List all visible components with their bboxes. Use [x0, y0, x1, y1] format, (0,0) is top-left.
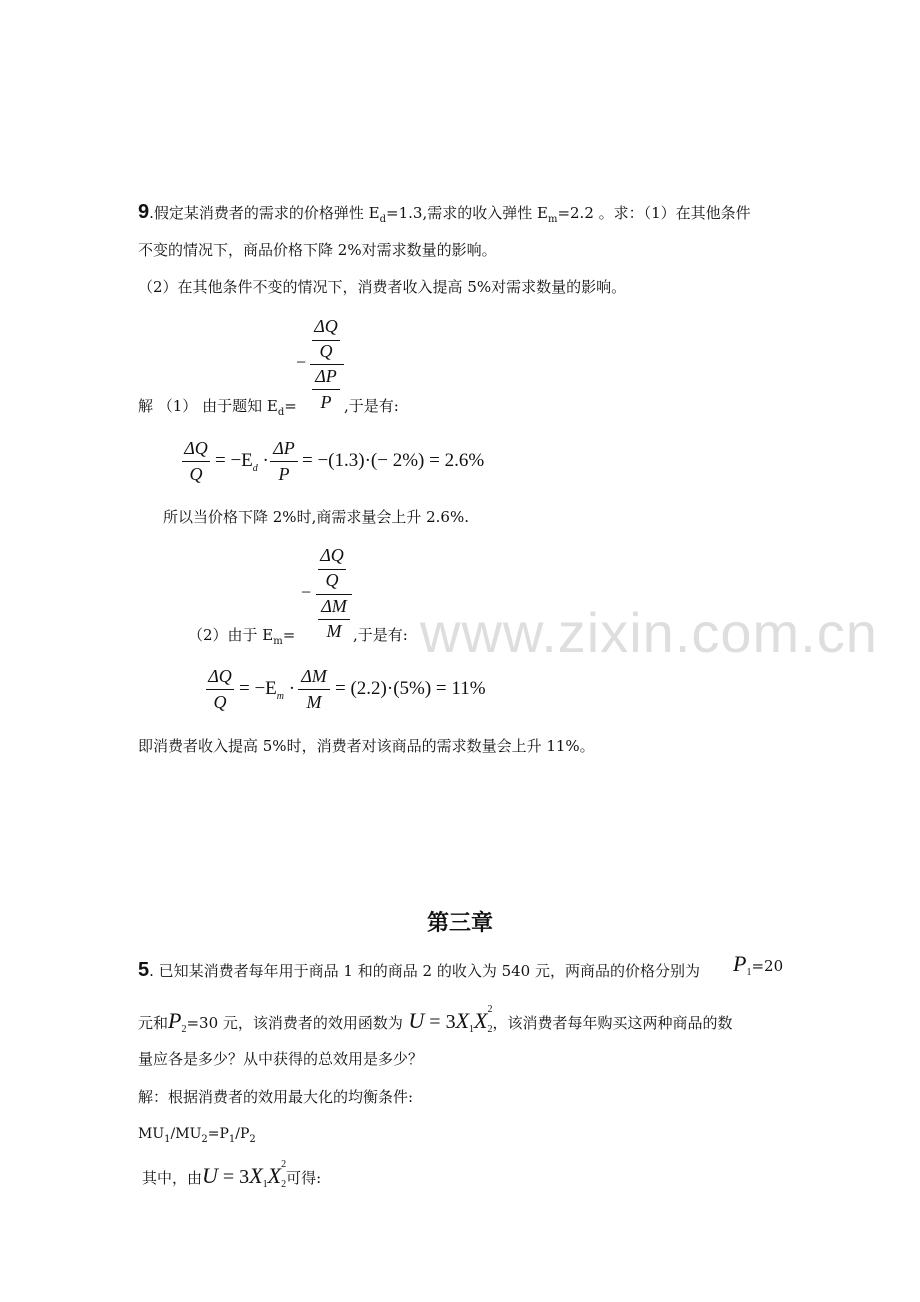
q5-text-e: 可得:	[286, 1169, 322, 1187]
p2-value: =30 元，该消费者的效用函数为	[186, 1014, 403, 1032]
em-frac-q: Q	[325, 570, 339, 590]
conclusion2: 即消费者收入提高 5%时，消费者对该商品的需求数量会上升 11%。	[138, 737, 595, 755]
sol1-suffix: ,于是有:	[344, 397, 399, 415]
q9-text-a: .假定某消费者的需求的价格弹性 E	[149, 204, 380, 222]
eq2-rhs: = (2.2)·(5%) = 11%	[335, 678, 486, 699]
eq2-dq: ΔQ	[208, 666, 232, 686]
eq2-dm: ΔM	[301, 666, 327, 686]
eq2-mid: = $-E_m$ ·	[239, 678, 296, 702]
em-frac-mainbar	[316, 594, 352, 595]
ed-frac-p: P	[320, 392, 332, 412]
q5-number: 5	[138, 959, 150, 981]
ed-frac-q: Q	[319, 341, 333, 361]
ed-frac-bar2	[312, 389, 340, 390]
conclusion1: 所以当价格下降 2%时,商需求量会上升 2.6%.	[163, 508, 469, 526]
eq1-rhs: = −(1.3)·(− 2%) = 2.6%	[302, 450, 485, 471]
q5-line2: 元和$P_2=30$ 元，该消费者的效用函数为 $U = 3X_1X$ 2 $_2$，该消费者每年购买这两种商品的数	[138, 1004, 733, 1035]
eq1-dp: ΔP	[273, 438, 295, 458]
eq2-bar1	[206, 689, 234, 690]
sol1-line	[138, 396, 297, 423]
q9-number: 9	[138, 201, 150, 223]
sol2-eq: =	[282, 626, 296, 644]
em-minus: −	[301, 582, 312, 602]
q5-text-c: ，该消费者每年购买这两种商品的数	[492, 1014, 733, 1032]
q5-line6: 其中，由$U = 3X_1X$ 2 $_2$可得:	[142, 1159, 322, 1190]
em-subscript: m	[547, 214, 558, 225]
eq1-q: Q	[189, 464, 203, 484]
ed-frac-dp: ΔP	[315, 366, 337, 386]
sol2-line	[188, 625, 295, 652]
chapter-heading: 第三章	[426, 911, 493, 936]
q5-p1: $P_1=20$	[733, 951, 784, 978]
sol1-eq: =	[284, 397, 297, 415]
eq1-dq: ΔQ	[184, 438, 208, 458]
eq1-bar1	[182, 461, 210, 462]
q9-text-b: =1.3,需求的收入弹性 E	[386, 204, 548, 222]
q5-line3: 量应各是多少？从中获得的总效用是多少？	[138, 1050, 424, 1068]
em-frac-dm: ΔM	[321, 596, 347, 616]
em-frac-dq: ΔQ	[320, 545, 344, 565]
q5-text-d: 其中，由	[142, 1169, 203, 1187]
watermark: www.zixin.com.cn	[420, 601, 878, 664]
p1-value: =20	[751, 957, 784, 975]
eq2-bar2	[298, 689, 330, 690]
sol1-prefix: 解 （1） 由于题知 E	[138, 397, 278, 415]
q5-line1	[138, 960, 700, 981]
ed-frac-dq: ΔQ	[314, 316, 338, 336]
q9-line1	[138, 202, 751, 230]
q9-line3: （2）在其他条件不变的情况下，消费者收入提高 5%对需求数量的影响。	[138, 278, 627, 296]
eq1-p: P	[278, 464, 290, 484]
eq2-q: Q	[213, 692, 227, 712]
q9-text-c: =2.2 。求：（1）在其他条件	[557, 204, 751, 222]
eq1-bar2	[270, 461, 298, 462]
ed-subscript: d	[379, 214, 387, 225]
sol2-prefix: （2）由于 E	[188, 626, 274, 644]
q5-text-a: . 已知某消费者每年用于商品 1 和的商品 2 的收入为 540 元，两商品的价格分别为	[149, 962, 700, 980]
em-frac-m: M	[326, 621, 342, 641]
ed-frac-mainbar	[310, 364, 344, 365]
eq1-mid: = $-E_d$ ·	[215, 450, 269, 474]
ed-minus: −	[296, 352, 307, 372]
em-frac-bar2	[318, 619, 350, 620]
eq2-m: M	[306, 692, 322, 712]
q5-line5: $MU_1/MU_2=P_1/P_2$	[138, 1126, 256, 1145]
sol1-sub: d	[277, 407, 285, 418]
q5-line4: 解：根据消费者的效用最大化的均衡条件:	[138, 1088, 414, 1106]
q5-text-b: 元和	[138, 1014, 169, 1032]
sol2-suffix: ,于是有:	[353, 626, 408, 644]
q9-line2: 不变的情况下，商品价格下降 2%对需求数量的影响。	[138, 241, 497, 259]
sol2-sub: m	[273, 636, 283, 647]
